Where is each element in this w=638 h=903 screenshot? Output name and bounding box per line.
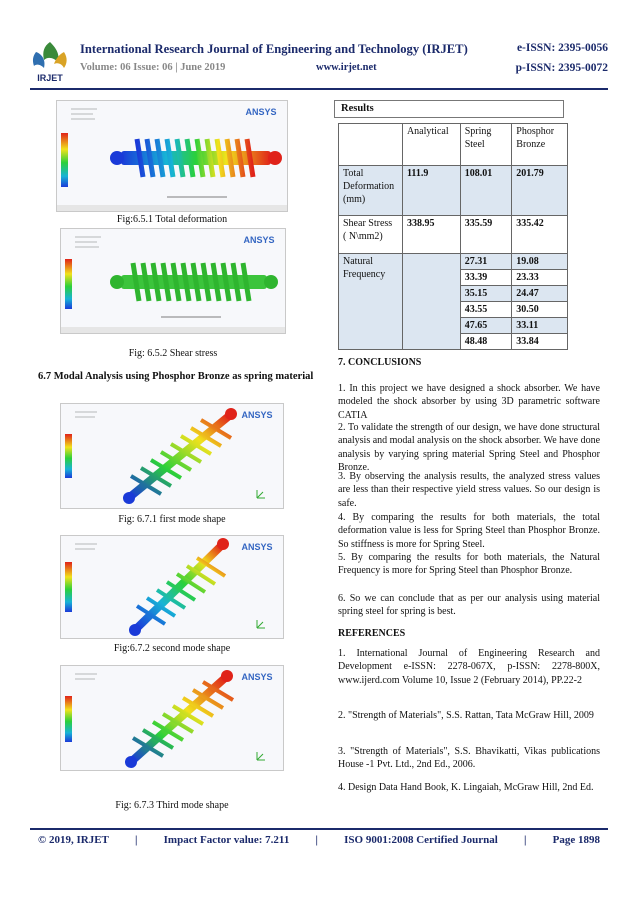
table-cell: 201.79: [512, 166, 568, 216]
figure-caption: Fig: 6.5.2 Shear stress: [128, 348, 218, 359]
table-cell: 48.48: [460, 334, 512, 350]
figure-caption: Fig:6.5.1 Total deformation: [116, 214, 228, 225]
reference-item: 1. International Journal of Engineering Research and Development e-ISSN: 2278-067X, p-ISSN: 2278-800X, www.ijerd.com Volume 10, Issue 2 (February 2014), PP.22-2: [338, 648, 600, 686]
volume-issue: Volume: 06 Issue: 06 | June 2019: [80, 62, 226, 73]
p-issn: p-ISSN: 2395-0072: [515, 62, 608, 74]
row-label: Total Deformation (mm): [339, 166, 403, 216]
footer-impact-factor: Impact Factor value: 7.211: [163, 834, 290, 846]
svg-text:ANSYS: ANSYS: [241, 410, 273, 420]
svg-text:ANSYS: ANSYS: [241, 542, 273, 552]
table-header: Phosphor Bronze: [512, 124, 568, 166]
figure-first-mode-shape: [60, 403, 284, 509]
reference-item: 2. "Strength of Materials", S.S. Rattan, Tata McGraw Hill, 2009: [338, 710, 594, 721]
table-cell: 19.08: [512, 254, 568, 270]
table-cell: 35.15: [460, 286, 512, 302]
figure-caption: Fig: 6.7.3 Third mode shape: [115, 800, 229, 811]
page-footer: [38, 834, 600, 846]
table-cell: 33.84: [512, 334, 568, 350]
conclusion-item: 4. By comparing the results for both materials, the total deformation value is less for Spring Steel than Phosphor Bronze. So stiffness is more for Spring Steel.: [338, 512, 600, 550]
footer-copyright: © 2019, IRJET: [38, 834, 109, 846]
table-header-row: [339, 124, 568, 166]
results-title: Results: [334, 100, 564, 118]
website: www.irjet.net: [316, 62, 377, 73]
conclusions-heading: 7. CONCLUSIONS: [338, 357, 422, 368]
table-cell: 33.39: [460, 270, 512, 286]
table-header: Analytical: [402, 124, 460, 166]
table-cell: 335.42: [512, 216, 568, 254]
svg-text:IRJET: IRJET: [37, 73, 63, 83]
footer-page-number: Page 1898: [552, 834, 600, 846]
table-cell: 111.9: [402, 166, 460, 216]
figure-caption: Fig:6.7.2 second mode shape: [113, 643, 231, 654]
table-cell: 30.50: [512, 302, 568, 318]
reference-item: 4. Design Data Hand Book, K. Lingaiah, McGraw Hill, 2nd Ed.: [338, 782, 594, 793]
footer-iso: ISO 9001:2008 Certified Journal: [344, 834, 498, 846]
irjet-logo: [30, 40, 70, 84]
svg-text:ANSYS: ANSYS: [243, 235, 275, 245]
table-cell: 23.33: [512, 270, 568, 286]
table-cell: 338.95: [402, 216, 460, 254]
conclusion-item: 5. By comparing the results for both materials, the Natural Frequency is more for Spring Steel than Phosphor Bronze.: [338, 552, 600, 577]
table-row: [339, 216, 568, 254]
table-row: [339, 166, 568, 216]
footer-separator: |: [135, 834, 138, 846]
row-label: Shear Stress ( N\mm2): [339, 216, 403, 254]
header-rule: [30, 88, 608, 90]
table-cell: 108.01: [460, 166, 512, 216]
footer-separator: |: [315, 834, 318, 846]
figure-total-deformation: [56, 100, 288, 212]
svg-text:ANSYS: ANSYS: [245, 107, 277, 117]
e-issn: e-ISSN: 2395-0056: [516, 42, 608, 54]
figure-second-mode-shape: [60, 535, 284, 639]
section-heading: 6.7 Modal Analysis using Phosphor Bronze as spring material: [38, 371, 314, 382]
table-cell: 24.47: [512, 286, 568, 302]
table-row: [339, 254, 568, 270]
table-cell: [339, 124, 403, 166]
table-cell: 47.65: [460, 318, 512, 334]
svg-text:ANSYS: ANSYS: [241, 672, 273, 682]
journal-title: International Research Journal of Engineering and Technology (IRJET): [80, 42, 468, 56]
conclusion-item: 6. So we can conclude that as per our analysis using material spring steel for spring is best.: [338, 593, 600, 618]
table-cell: 43.55: [460, 302, 512, 318]
figure-shear-stress: [60, 228, 286, 334]
conclusion-item: 3. By observing the analysis results, the analyzed stress values are less than their respective yield stress values. So our design is safe.: [338, 471, 600, 509]
page-header: [30, 40, 608, 86]
table-cell: 33.11: [512, 318, 568, 334]
footer-rule: [30, 828, 608, 830]
table-cell: [402, 254, 460, 350]
footer-separator: |: [523, 834, 527, 846]
figure-caption: Fig: 6.7.1 first mode shape: [118, 514, 226, 525]
conclusion-item: 1. In this project we have designed a shock absorber. We have modeled the shock absorber by using 3D parametric software CATIA: [338, 383, 600, 421]
results-table: [338, 123, 568, 350]
reference-item: 3. "Strength of Materials", S.S. Bhavikatti, Vikas publications House -1 Pvt. Ltd., 2nd Ed., 2006.: [338, 746, 600, 771]
conclusion-item: 2. To validate the strength of our design, we have done structural analysis and modal analysis on the shock absorber. We have done analysis by varying spring material Spring Steel and Phosphor Bronze.: [338, 422, 601, 473]
figure-third-mode-shape: [60, 665, 284, 771]
row-label: Natural Frequency: [339, 254, 403, 350]
table-cell: 27.31: [460, 254, 512, 270]
table-header: Spring Steel: [460, 124, 512, 166]
references-heading: REFERENCES: [338, 628, 406, 639]
table-cell: 335.59: [460, 216, 512, 254]
